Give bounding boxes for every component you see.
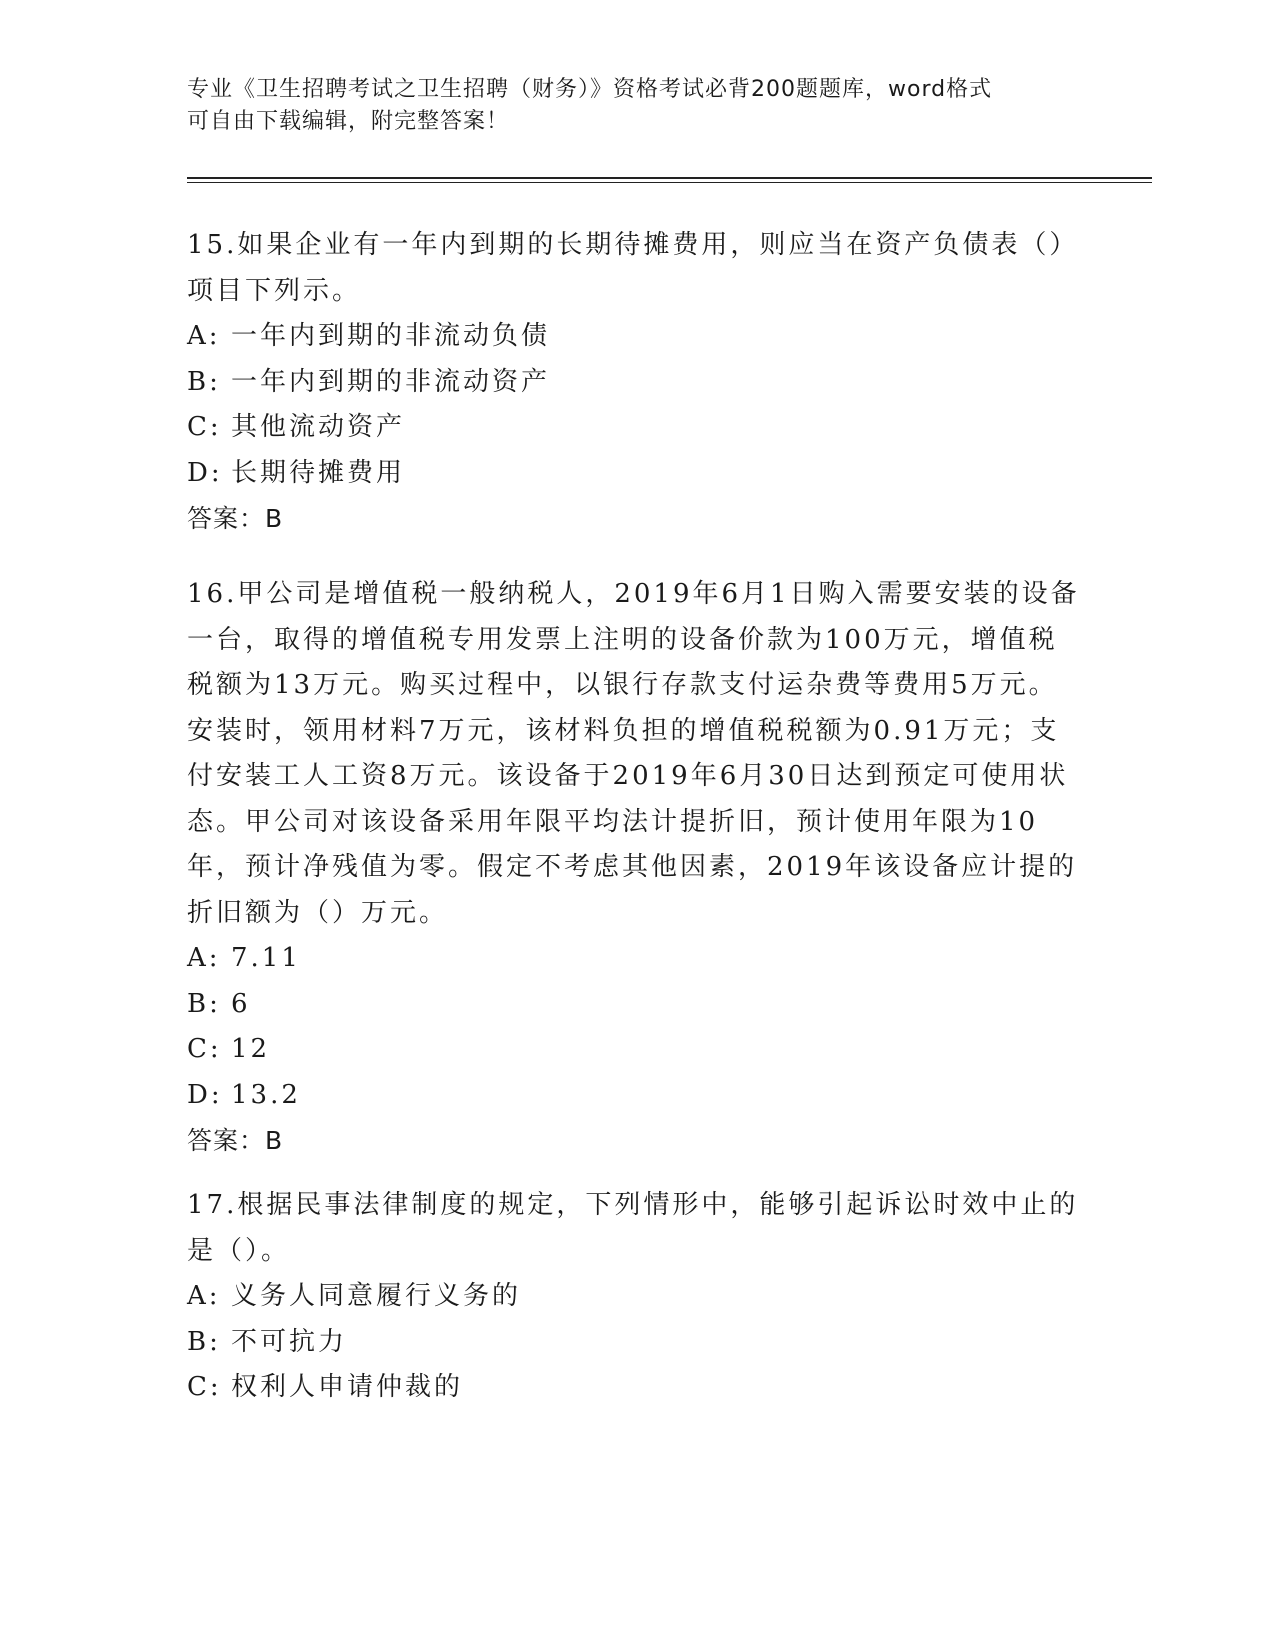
option-text: 6 <box>231 988 251 1019</box>
option-a <box>187 1274 1082 1320</box>
option-letter: B: <box>187 988 221 1019</box>
option-a <box>187 314 1082 360</box>
option-c <box>187 405 1082 451</box>
option-b <box>187 982 1082 1028</box>
option-letter: C: <box>187 1372 222 1402</box>
document-header <box>187 74 1077 138</box>
option-text: 义务人同意履行义务的 <box>231 1281 522 1311</box>
question-stem: 15.如果企业有一年内到期的长期待摊费用，则应当在资产负债表（）项目下列示。 <box>187 230 1079 306</box>
option-text: 7.11 <box>231 943 301 973</box>
option-letter: C: <box>187 1034 222 1064</box>
option-letter: D: <box>187 457 223 488</box>
option-letter: A: <box>187 1281 221 1311</box>
option-text: 一年内到期的非流动资产 <box>231 366 551 397</box>
option-letter: A: <box>187 943 221 973</box>
option-letter: B: <box>187 1326 221 1357</box>
option-text: 其他流动资产 <box>231 412 406 442</box>
option-letter: A: <box>187 321 221 351</box>
option-text: 12 <box>231 1034 271 1064</box>
header-title-line-2: 可自由下载编辑，附完整答案！ <box>187 109 510 134</box>
answer-line: 答案：B <box>187 1126 284 1155</box>
option-text: 一年内到期的非流动负债 <box>231 321 551 351</box>
option-c <box>187 1365 1082 1411</box>
option-d <box>187 1073 1082 1119</box>
option-b <box>187 360 1082 406</box>
question-stem: 17.根据民事法律制度的规定，下列情形中，能够引起诉讼时效中止的是（）。 <box>187 1190 1079 1266</box>
header-title-line-1: 专业《卫生招聘考试之卫生招聘（财务）》资格考试必背200题题库，word格式 <box>187 77 993 102</box>
question-stem: 16.甲公司是增值税一般纳税人，2019年6月1日购入需要安装的设备一台，取得的增值税专用发票上注明的设备价款为100万元，增值税税额为13万元。购买过程中，以银行存款支付运杂费等费用5万元。安装时，领用材料7万元，该材料负担的增值税税额为0.91万元；支付安装工人工资8万元。该设备于2019年6月30日达到预定可使用状态。甲公司对该设备采用年限平均法计提折旧，预计使用年限为10年，预计净残值为零。假定不考虑其他因素，2019年该设备应计提的折旧额为（）万元。 <box>187 579 1080 928</box>
question-16 <box>187 572 1082 1164</box>
option-a <box>187 936 1082 982</box>
option-b <box>187 1320 1082 1366</box>
option-text: 13.2 <box>231 1079 301 1110</box>
option-c <box>187 1027 1082 1073</box>
option-letter: D: <box>187 1079 223 1110</box>
question-15 <box>187 223 1082 542</box>
header-divider-thin <box>187 182 1152 183</box>
option-d <box>187 451 1082 497</box>
question-17 <box>187 1183 1082 1411</box>
header-divider <box>187 177 1152 179</box>
option-text: 长期待摊费用 <box>231 457 406 488</box>
option-letter: C: <box>187 412 222 442</box>
option-text: 权利人申请仲裁的 <box>231 1372 464 1402</box>
option-letter: B: <box>187 366 221 397</box>
option-text: 不可抗力 <box>231 1326 348 1357</box>
answer-line: 答案：B <box>187 504 284 533</box>
